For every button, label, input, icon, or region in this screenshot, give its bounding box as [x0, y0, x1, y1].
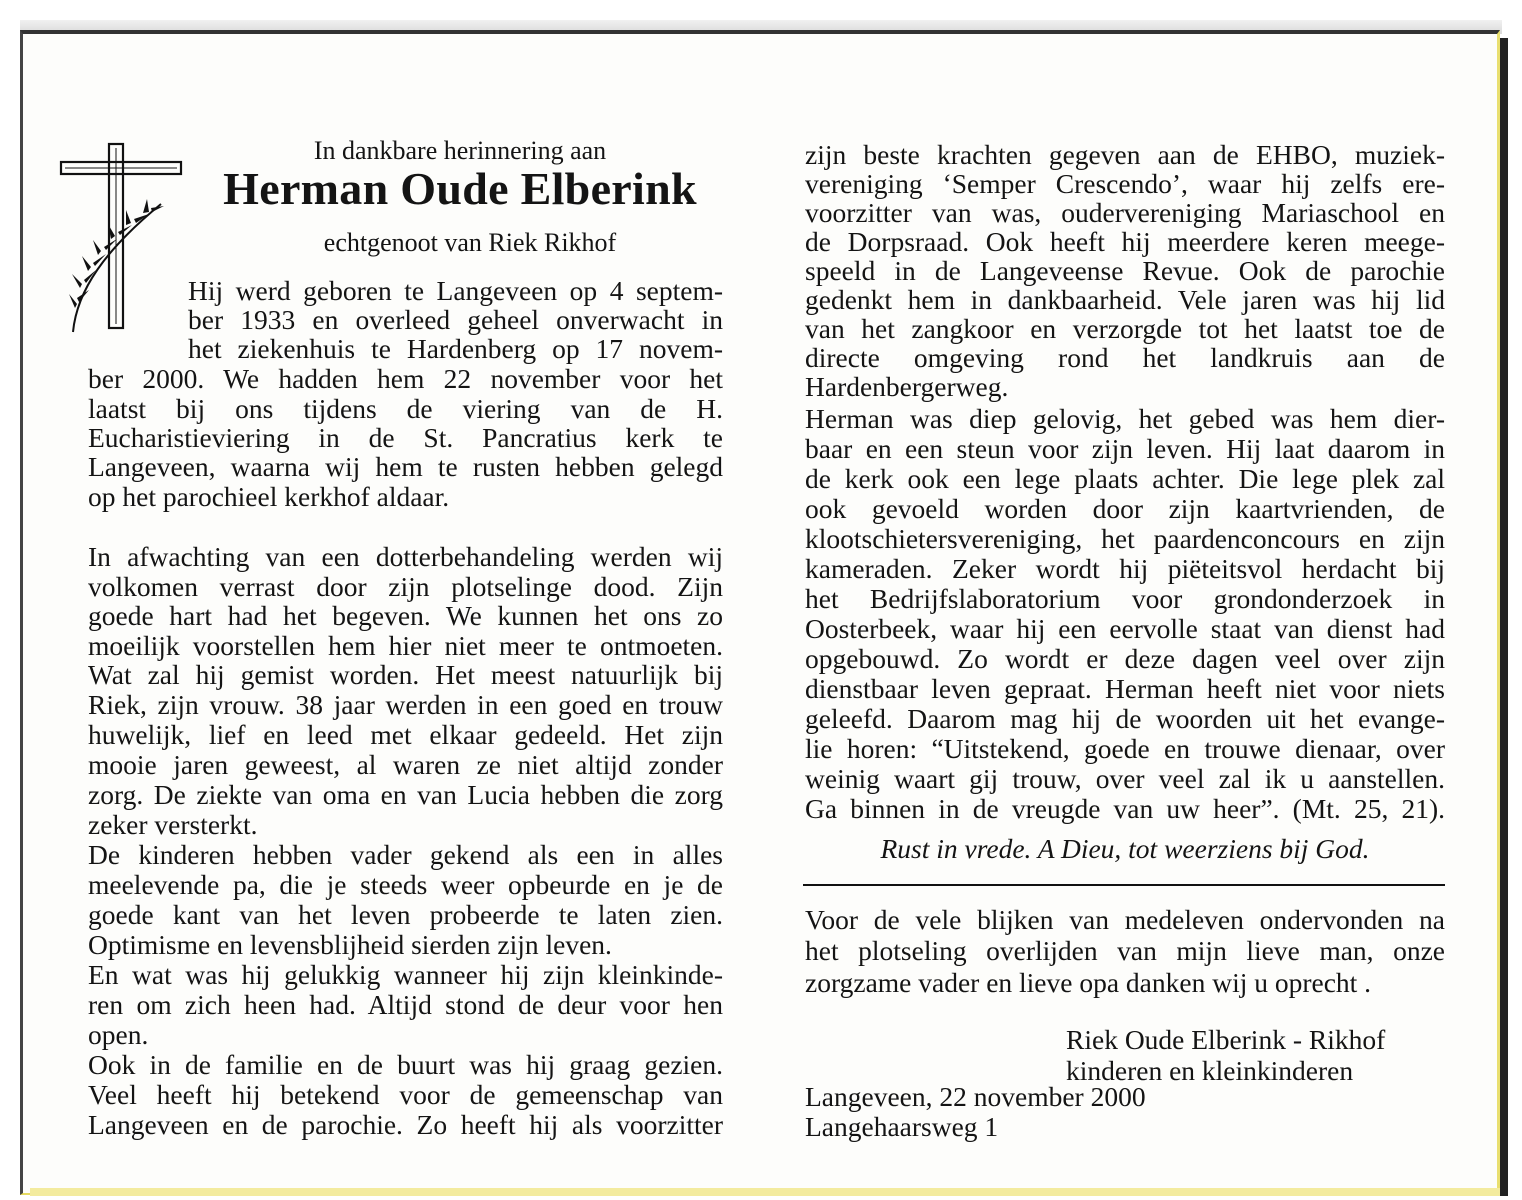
- right-line: directe omgeving rond het landkruis aan de: [805, 342, 1445, 373]
- left-line: op het parochieel kerkhof aldaar.: [88, 481, 450, 512]
- thanks-line: het plotseling overlijden van mijn lieve man, onze: [805, 935, 1445, 966]
- place-date: Langeveen, 22 november 2000: [805, 1081, 1146, 1112]
- left-line: Riek, zijn vrouw. 38 jaar werden in een goed en trouw: [88, 689, 723, 720]
- left-line: mooie jaren geweest, al waren ze niet altijd zonder: [88, 749, 723, 780]
- right-line: zijn beste krachten gegeven aan de EHBO, muziek-: [805, 139, 1445, 170]
- right-line: Herman was diep gelovig, het gebed was hem dier-: [805, 403, 1445, 434]
- right-line: weinig waart gij trouw, over veel zal ik u aanstellen.: [805, 763, 1445, 794]
- left-line: En wat was hij gelukkig wanneer hij zijn kleinkinde-: [88, 959, 723, 990]
- left-line: goede kant van het leven probeerde te laten zien.: [88, 899, 723, 930]
- left-line: In afwachting van een dotterbehandeling werden wij: [88, 541, 723, 572]
- left-line: ren om zich heen had. Altijd stond de deur voor hen: [88, 989, 723, 1020]
- signature-name: Riek Oude Elberink - Rikhof: [1066, 1024, 1386, 1055]
- left-line: ber 1933 en overleed geheel onverwacht in: [188, 304, 723, 335]
- right-line: de kerk ook een lege plaats achter. Die lege plek zal: [805, 463, 1445, 494]
- right-line: Oosterbeek, waar hij een eervolle staat van dienst had: [805, 613, 1445, 644]
- signature-family: kinderen en kleinkinderen: [1066, 1055, 1354, 1086]
- left-line: Eucharistieviering in de St. Pancratius kerk te: [88, 422, 723, 453]
- right-line: Hardenbergerweg.: [805, 371, 1009, 402]
- right-line: Ga binnen in de vreugde van uw heer”. (Mt. 25, 21).: [805, 793, 1445, 824]
- left-line: zeker versterkt.: [88, 809, 258, 840]
- left-line: Optimisme en levensblijheid sierden zijn leven.: [88, 929, 612, 960]
- left-line: Veel heeft hij betekend voor de gemeenschap van: [88, 1079, 723, 1110]
- right-line: voorzitter van was, oudervereniging Mariaschool en: [805, 197, 1445, 228]
- thanks-line: zorgzame vader en lieve opa danken wij u oprecht .: [805, 967, 1372, 998]
- right-line: gedenkt hem in dankbaarheid. Vele jaren was hij lid: [805, 284, 1445, 315]
- thanks-line: Voor de vele blijken van medeleven ondervonden na: [805, 904, 1445, 935]
- right-line: dienstbaar leven gepraat. Herman heeft niet voor niets: [805, 673, 1445, 704]
- left-line: goede hart had het begeven. We kunnen het ons zo: [88, 600, 723, 631]
- right-line: van het zangkoor en verzorgde tot het laatst toe de: [805, 313, 1445, 344]
- right-line: geleefd. Daarom mag hij de woorden uit het evange-: [805, 703, 1445, 734]
- left-line: Langeveen, waarna wij hem te rusten hebben gelegd: [88, 451, 723, 482]
- right-line: ook gevoeld worden door zijn kaartvrienden, de: [805, 493, 1445, 524]
- left-line: zorg. De ziekte van oma en van Lucia hebben die zorg: [88, 779, 723, 810]
- left-line: Ook in de familie en de buurt was hij graag gezien.: [88, 1049, 723, 1080]
- left-line: het ziekenhuis te Hardenberg op 17 novem-: [188, 333, 723, 364]
- right-line: baar en een steun voor zijn leven. Hij laat daarom in: [805, 433, 1445, 464]
- deceased-name: Herman Oude Elberink: [223, 163, 697, 214]
- left-line: Hij werd geboren te Langeveen op 4 septem-: [188, 275, 723, 306]
- intro-text: In dankbare herinnering aan: [313, 136, 607, 165]
- left-line: ber 2000. We hadden hem 22 november voor het: [88, 363, 723, 394]
- right-line: vereniging ‘Semper Crescendo’, waar hij zelfs ere-: [805, 168, 1445, 199]
- right-line: de Dorpsraad. Ook heeft hij meerdere keren meege-: [805, 226, 1445, 257]
- address: Langehaarsweg 1: [805, 1111, 999, 1142]
- card-right-edge: [1500, 38, 1508, 1196]
- right-line: speeld in de Langeveense Revue. Ook de parochie: [805, 255, 1445, 286]
- left-line: Wat zal hij gemist worden. Het meest natuurlijk bij: [88, 659, 723, 690]
- right-line: opgebouwd. Zo wordt er deze dagen veel over zijn: [805, 643, 1445, 674]
- left-line: laatst bij ons tijdens de viering van de H.: [88, 393, 723, 424]
- divider: [803, 884, 1445, 886]
- left-line: open.: [88, 1019, 149, 1050]
- right-line: lie horen: “Uitstekend, goede en trouwe dienaar, over: [805, 733, 1445, 764]
- left-line: huwelijk, lief en leed met elkaar gedeeld. Het zijn: [88, 719, 723, 750]
- left-line: moeilijk voorstellen hem hier niet meer te ontmoeten.: [88, 630, 723, 661]
- right-line: klootschietersvereniging, het paardenconcours en zijn: [805, 523, 1445, 554]
- right-line: het Bedrijfslaboratorium voor grondonderzoek in: [805, 583, 1445, 614]
- left-line: Langeveen en de parochie. Zo heeft hij als voorzitter: [88, 1109, 723, 1140]
- closing-prayer: Rust in vrede. A Dieu, tot weerziens bij God.: [880, 833, 1370, 864]
- spouse-text: echtgenoot van Riek Rikhof: [323, 228, 617, 257]
- right-line: kameraden. Zeker wordt hij piëteitsvol herdacht bij: [805, 553, 1445, 584]
- left-line: De kinderen hebben vader gekend als een in alles: [88, 839, 723, 870]
- left-line: volkomen verrast door zijn plotselinge dood. Zijn: [88, 571, 723, 602]
- card-bottom-edge: [30, 1188, 1500, 1196]
- left-line: meelevende pa, die je steeds weer opbeurde en je de: [88, 869, 723, 900]
